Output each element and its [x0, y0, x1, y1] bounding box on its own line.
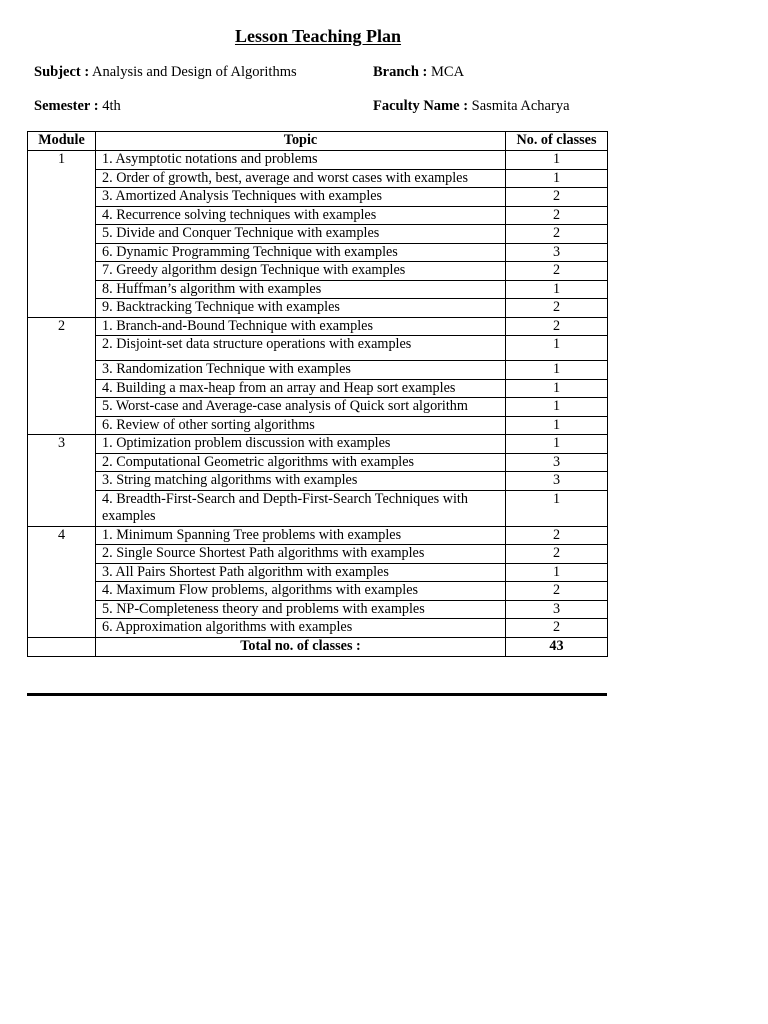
- faculty-field: [373, 98, 570, 115]
- classes-cell: 1: [506, 336, 608, 361]
- topic-cell: 4. Maximum Flow problems, algorithms with examples: [96, 582, 506, 601]
- topic-cell: 5. NP-Completeness theory and problems with examples: [96, 600, 506, 619]
- module-cell: 4: [28, 526, 96, 637]
- topic-cell: 6. Dynamic Programming Technique with examples: [96, 243, 506, 262]
- classes-cell: 2: [506, 299, 608, 318]
- classes-cell: 1: [506, 490, 608, 526]
- topic-cell: 1. Minimum Spanning Tree problems with examples: [96, 526, 506, 545]
- table-row: [28, 317, 608, 336]
- classes-cell: 3: [506, 243, 608, 262]
- topic-cell: 5. Worst-case and Average-case analysis of Quick sort algorithm: [96, 398, 506, 417]
- table-row: [28, 490, 608, 526]
- topic-cell: 2. Disjoint-set data structure operations with examples: [96, 336, 506, 361]
- topic-cell: 3. String matching algorithms with examples: [96, 472, 506, 491]
- topic-cell: 4. Breadth-First-Search and Depth-First-Search Techniques with examples: [96, 490, 506, 526]
- subject-label: Subject :: [34, 64, 90, 80]
- total-empty-cell: [28, 637, 96, 656]
- classes-cell: 1: [506, 379, 608, 398]
- topic-cell: 4. Recurrence solving techniques with examples: [96, 206, 506, 225]
- topic-cell: 6. Approximation algorithms with examples: [96, 619, 506, 638]
- table-row: [28, 582, 608, 601]
- classes-cell: 2: [506, 526, 608, 545]
- classes-cell: 1: [506, 398, 608, 417]
- total-value: 43: [506, 637, 608, 656]
- classes-cell: 1: [506, 563, 608, 582]
- classes-cell: 2: [506, 619, 608, 638]
- table-row: [28, 361, 608, 380]
- topic-cell: 1. Asymptotic notations and problems: [96, 151, 506, 170]
- header-module: Module: [28, 132, 96, 151]
- faculty-label: Faculty Name :: [373, 98, 469, 114]
- classes-cell: 1: [506, 169, 608, 188]
- topic-cell: 7. Greedy algorithm design Technique with examples: [96, 262, 506, 281]
- classes-cell: 2: [506, 545, 608, 564]
- semester-field: [34, 98, 121, 115]
- total-row: [28, 637, 608, 656]
- header-topic: Topic: [96, 132, 506, 151]
- classes-cell: 2: [506, 188, 608, 207]
- module-cell: 2: [28, 317, 96, 435]
- page-title: Lesson Teaching Plan: [234, 26, 402, 46]
- table-row: [28, 398, 608, 417]
- semester-label: Semester :: [34, 98, 99, 114]
- table-row: [28, 280, 608, 299]
- classes-cell: 3: [506, 453, 608, 472]
- header-classes: No. of classes: [506, 132, 608, 151]
- classes-cell: 2: [506, 582, 608, 601]
- table-row: [28, 545, 608, 564]
- classes-cell: 3: [506, 472, 608, 491]
- table-row: [28, 188, 608, 207]
- faculty-value: Sasmita Acharya: [471, 98, 570, 114]
- classes-cell: 2: [506, 225, 608, 244]
- table-row: [28, 336, 608, 361]
- table-row: [28, 151, 608, 170]
- subject-value: Analysis and Design of Algorithms: [92, 64, 297, 80]
- table-row: [28, 526, 608, 545]
- topic-cell: 8. Huffman’s algorithm with examples: [96, 280, 506, 299]
- table-row: [28, 243, 608, 262]
- classes-cell: 1: [506, 416, 608, 435]
- topic-cell: 6. Review of other sorting algorithms: [96, 416, 506, 435]
- table-row: [28, 225, 608, 244]
- branch-field: [373, 64, 464, 81]
- topic-cell: 3. All Pairs Shortest Path algorithm with examples: [96, 563, 506, 582]
- topic-cell: 1. Branch-and-Bound Technique with examples: [96, 317, 506, 336]
- topic-cell: 2. Computational Geometric algorithms with examples: [96, 453, 506, 472]
- classes-cell: 2: [506, 262, 608, 281]
- table-row: [28, 453, 608, 472]
- table-row: [28, 416, 608, 435]
- table-row: [28, 472, 608, 491]
- topic-cell: 3. Amortized Analysis Techniques with examples: [96, 188, 506, 207]
- table-header-row: [28, 132, 608, 151]
- table-row: [28, 435, 608, 454]
- table-row: [28, 206, 608, 225]
- topic-cell: 1. Optimization problem discussion with examples: [96, 435, 506, 454]
- topic-cell: 2. Order of growth, best, average and worst cases with examples: [96, 169, 506, 188]
- topic-cell: 4. Building a max-heap from an array and Heap sort examples: [96, 379, 506, 398]
- table-row: [28, 299, 608, 318]
- classes-cell: 2: [506, 317, 608, 336]
- classes-cell: 3: [506, 600, 608, 619]
- branch-value: MCA: [431, 64, 465, 80]
- classes-cell: 1: [506, 435, 608, 454]
- topic-cell: 3. Randomization Technique with examples: [96, 361, 506, 380]
- total-label: Total no. of classes :: [96, 637, 506, 656]
- table-row: [28, 379, 608, 398]
- topic-cell: 2. Single Source Shortest Path algorithms with examples: [96, 545, 506, 564]
- horizontal-rule: [27, 693, 607, 696]
- table-row: [28, 169, 608, 188]
- topic-cell: 5. Divide and Conquer Technique with examples: [96, 225, 506, 244]
- classes-cell: 1: [506, 280, 608, 299]
- classes-cell: 1: [506, 151, 608, 170]
- module-cell: 1: [28, 151, 96, 318]
- table-row: [28, 262, 608, 281]
- table-row: [28, 619, 608, 638]
- classes-cell: 2: [506, 206, 608, 225]
- table-row: [28, 563, 608, 582]
- lesson-plan-table: [27, 131, 608, 657]
- table-row: [28, 600, 608, 619]
- subject-field: [34, 64, 297, 81]
- branch-label: Branch :: [373, 64, 428, 80]
- module-cell: 3: [28, 435, 96, 527]
- classes-cell: 1: [506, 361, 608, 380]
- semester-value: 4th: [102, 98, 121, 114]
- topic-cell: 9. Backtracking Technique with examples: [96, 299, 506, 318]
